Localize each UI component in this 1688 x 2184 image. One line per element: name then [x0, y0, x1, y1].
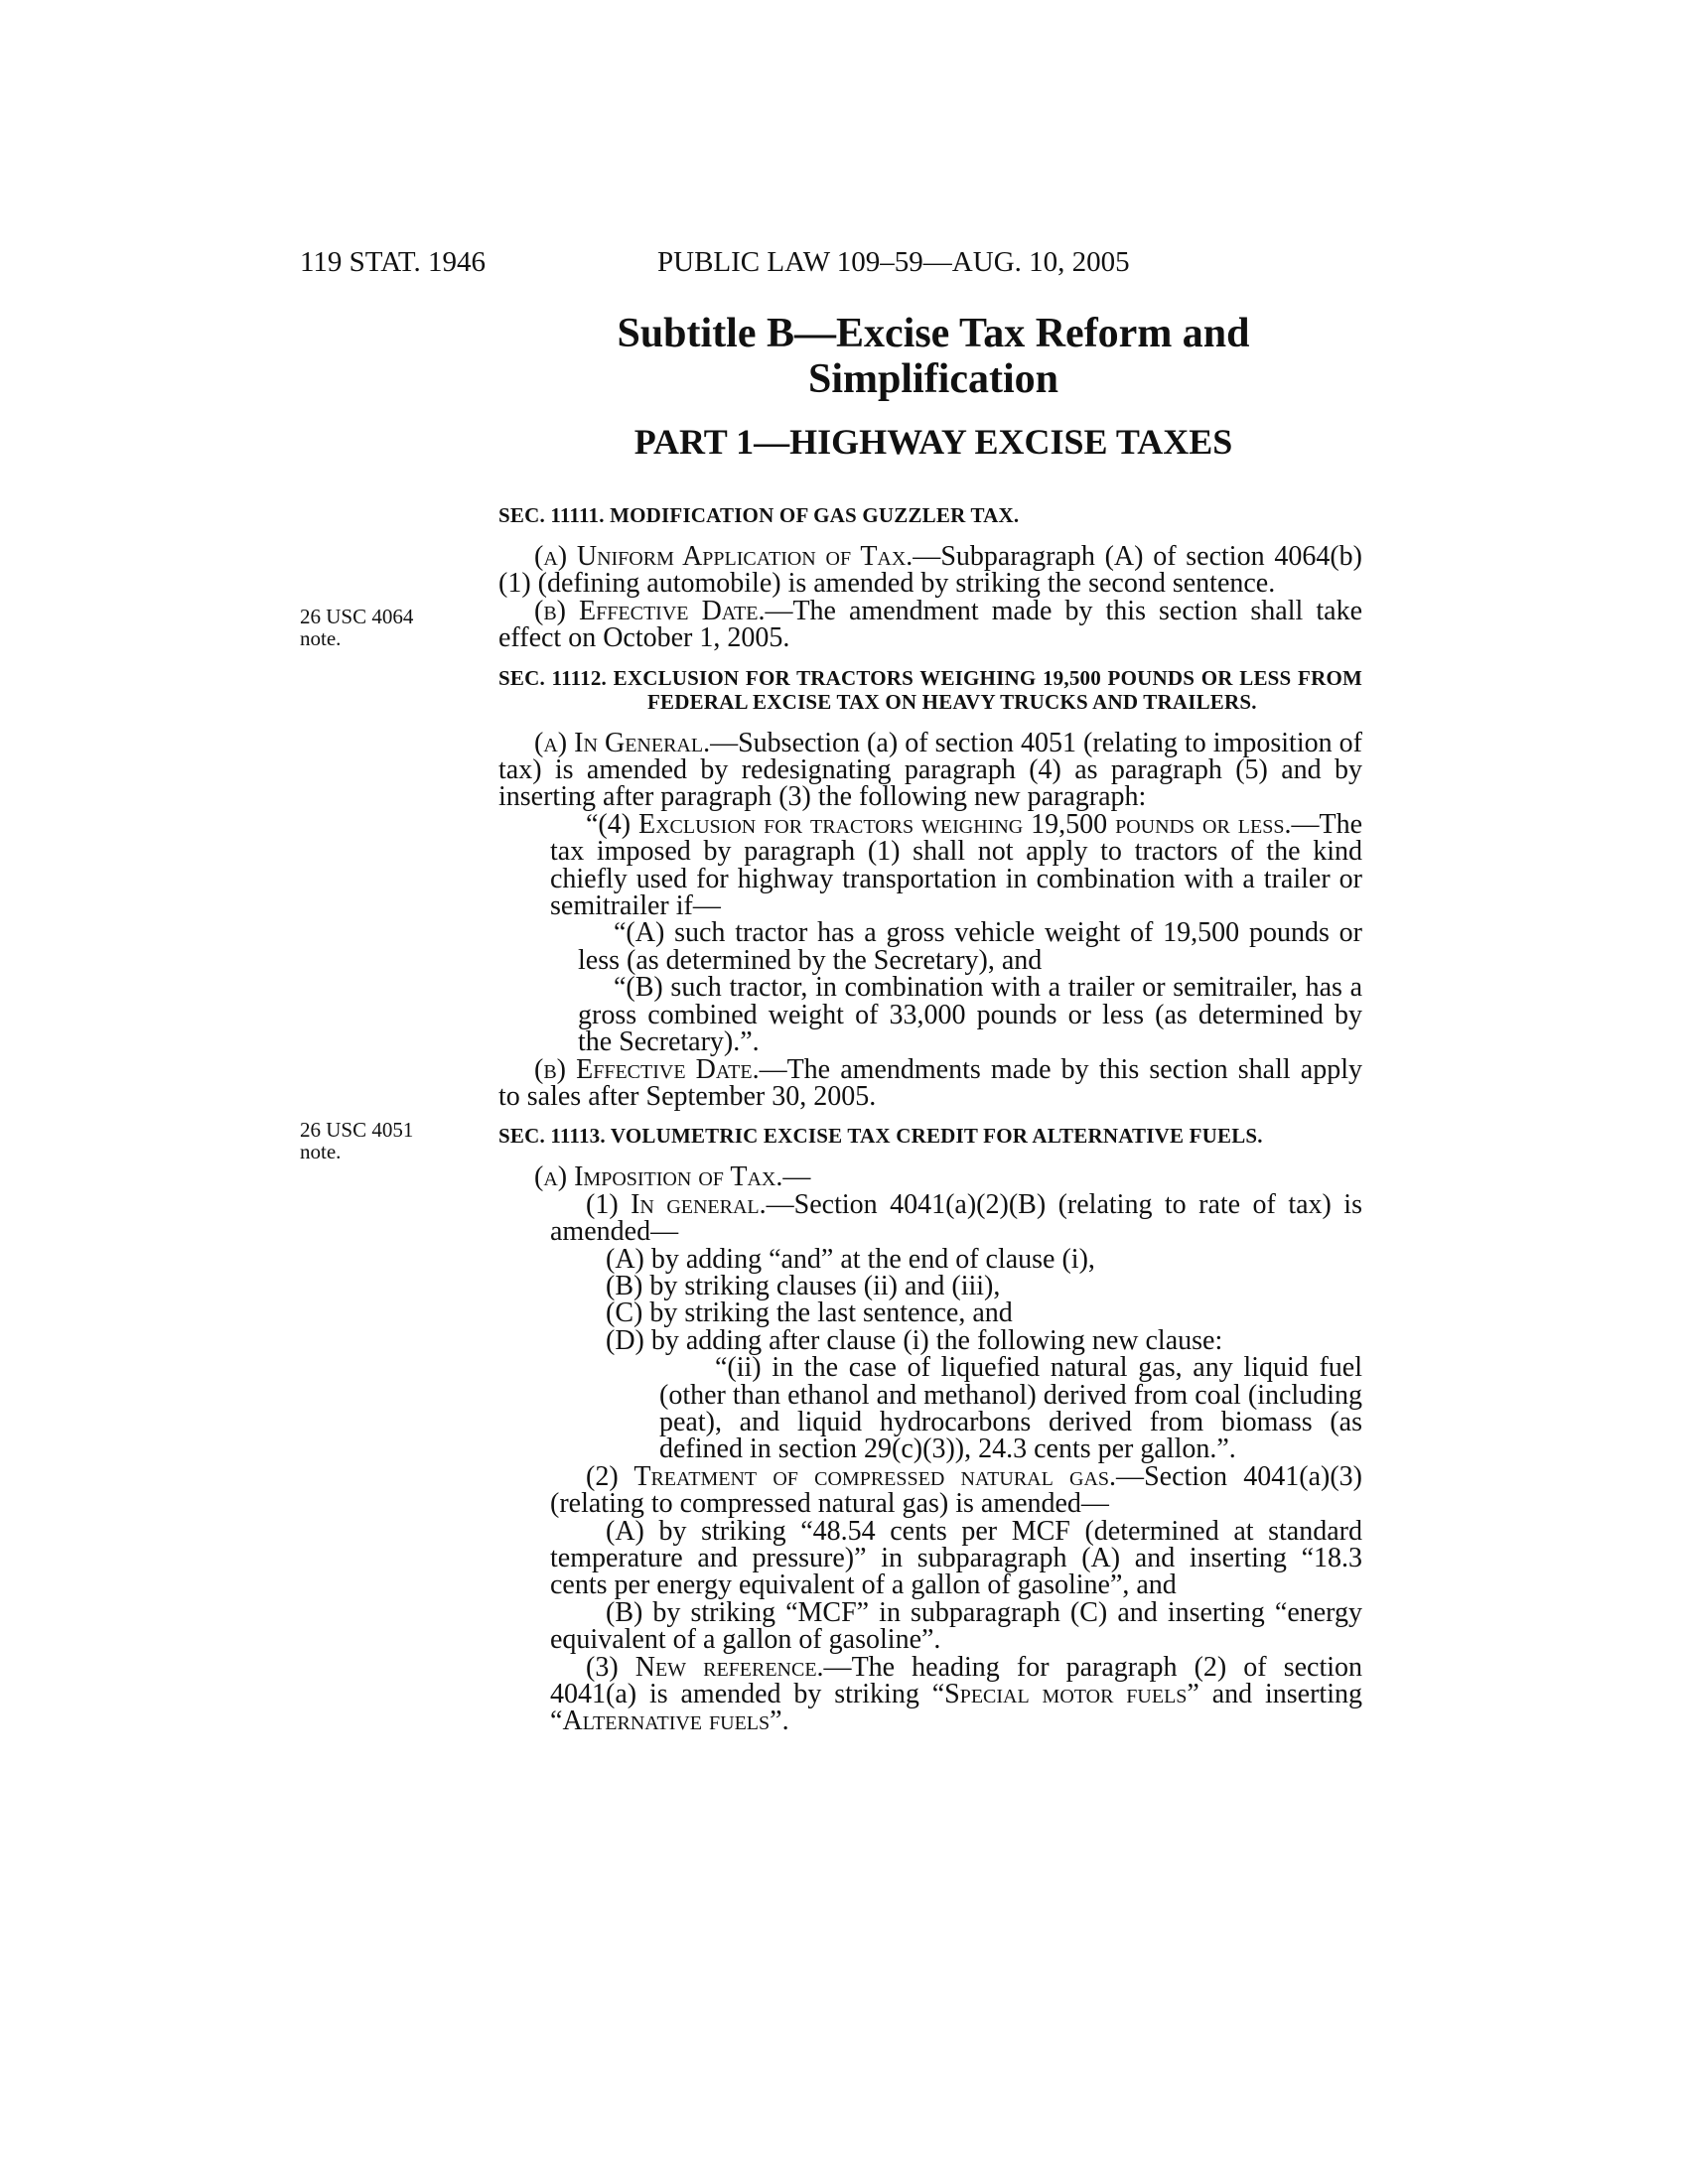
subsection-text: Subparagraph (A) of section 4064(b)(1) (defining automobile) is amended by striking the second sentence.	[498, 541, 1362, 600]
paragraph-caption: (3) New reference.—	[586, 1651, 852, 1683]
paragraph-text: Section 4041(a)(3) (relating to compressed natural gas) is amended—	[550, 1460, 1362, 1520]
sec11111-subsection-a	[498, 543, 1362, 598]
heading-reference: Alternative fuels	[562, 1706, 771, 1737]
margin-note-suffix: note.	[300, 626, 342, 650]
sec11112-subparagraph-B: “(B) such tractor, in combination with a trailer or semitrailer, has a gross combined weight of 33,000 pounds or less (as determined by the Secretary).”.	[578, 972, 1362, 1058]
sec11113-p1-subparagraph-C: (C) by striking the last sentence, and	[606, 1297, 1013, 1329]
subtitle-line-2: Simplification	[807, 356, 1059, 402]
sec11112-subparagraph-A: “(A) such tractor has a gross vehicle weight of 19,500 pounds or less (as determined by the Secretary), and	[578, 917, 1362, 976]
sec11113-paragraph-2	[550, 1460, 1362, 1520]
sec11113-p2-subparagraph-B: (B) by striking “MCF” in subparagraph (C) and inserting “energy equivalent of a gallon of gasoline”.	[550, 1596, 1362, 1656]
heading-reference: Special motor fuels	[944, 1679, 1188, 1710]
paragraph-text: The tax imposed by paragraph (1) shall not apply to tractors of the kind chiefly used for highway transportation in combination with a trailer or semitrailer if—	[550, 808, 1362, 922]
margin-note-4051	[300, 1119, 429, 1162]
public-law-running-head: PUBLIC LAW 109–59—AUG. 10, 2005	[657, 246, 1130, 278]
paragraph-text: The heading for paragraph (2) of section 4041(a) is amended by striking “	[550, 1651, 1363, 1710]
sec11113-paragraph-3	[550, 1651, 1363, 1737]
subsection-text: Subsection (a) of section 4051 (relating to imposition of tax) is amended by redesignating paragraph (4) as paragraph (5) and by inserting after paragraph (3) the following new paragraph:	[498, 727, 1362, 813]
paragraph-caption: “(4) Exclusion for tractors weighing 19,500 pounds or less.—	[586, 808, 1320, 840]
subtitle-heading	[496, 311, 1370, 402]
margin-note-suffix: note.	[300, 1140, 342, 1163]
margin-note-4064	[300, 606, 429, 649]
margin-note-citation: 26 USC 4051	[300, 1118, 414, 1142]
statute-page-number: 119 STAT. 1946	[300, 246, 486, 278]
paragraph-text: Section 4041(a)(2)(B) (relating to rate of tax) is amended—	[550, 1188, 1362, 1248]
sec11113-p2-subparagraph-A: (A) by striking “48.54 cents per MCF (determined at standard temperature and pressure)” in subparagraph (A) and inserting “18.3 cents per energy equivalent of a gallon of gasoline”, and	[550, 1515, 1362, 1601]
subsection-caption: (b) Effective Date.—	[534, 595, 793, 626]
section-heading-11112: SEC. 11112. EXCLUSION FOR TRACTORS WEIGHING 19,500 POUNDS OR LESS FROM FEDERAL EXCISE TAX ON HEAVY TRUCKS AND TRAILERS.	[498, 665, 1362, 714]
sec11113-p1-subparagraph-A: (A) by adding “and” at the end of clause (i),	[606, 1243, 1095, 1275]
subsection-text: The amendment made by this section shall take effect on October 1, 2005.	[498, 595, 1362, 654]
paragraph-text: ”.	[770, 1706, 789, 1737]
section-heading-11111: SEC. 11111. MODIFICATION OF GAS GUZZLER TAX.	[498, 503, 1020, 527]
sec11112-paragraph-4	[498, 808, 1362, 922]
section-heading-11113: SEC. 11113. VOLUMETRIC EXCISE TAX CREDIT FOR ALTERNATIVE FUELS.	[498, 1124, 1263, 1149]
subsection-text: The amendments made by this section shall apply to sales after September 30, 2005.	[498, 1053, 1363, 1112]
sec11113-p1-subparagraph-B: (B) by striking clauses (ii) and (iii),	[606, 1270, 1001, 1301]
sec11111-subsection-b	[498, 595, 1362, 654]
paragraph-text: ” and inserting “	[550, 1679, 1362, 1737]
sec11112-subsection-b	[498, 1053, 1363, 1112]
sec11113-subsection-a	[498, 1161, 1362, 1193]
sec11112-subsection-a	[498, 727, 1362, 813]
sec11113-paragraph-1	[550, 1188, 1362, 1248]
subsection-caption: (b) Effective Date.—	[534, 1053, 787, 1085]
sec11113-p1-subparagraph-D: (D) by adding after clause (i) the following new clause:	[606, 1324, 1223, 1356]
paragraph-caption: (1) In general.—	[586, 1188, 794, 1220]
subsection-caption: (a) Imposition of Tax.—	[534, 1161, 811, 1193]
margin-note-citation: 26 USC 4064	[300, 605, 414, 628]
paragraph-caption: (2) Treatment of compressed natural gas.—	[586, 1460, 1145, 1492]
document-body	[498, 496, 1362, 1735]
subtitle-line-1: Subtitle B—Excise Tax Reform and	[617, 311, 1250, 356]
subsection-caption: (a) In General.—	[534, 727, 739, 758]
part-heading: PART 1—HIGHWAY EXCISE TAXES	[633, 422, 1233, 462]
subsection-caption: (a) Uniform Application of Tax.—	[534, 541, 941, 572]
sec11113-clause-ii: “(ii) in the case of liquefied natural gas, any liquid fuel (other than ethanol and methanol) derived from coal (including peat), and liquid hydrocarbons derived from biomass (as defined in section 29(c)(3)), 24.3 cents per gallon.”.	[659, 1352, 1362, 1465]
